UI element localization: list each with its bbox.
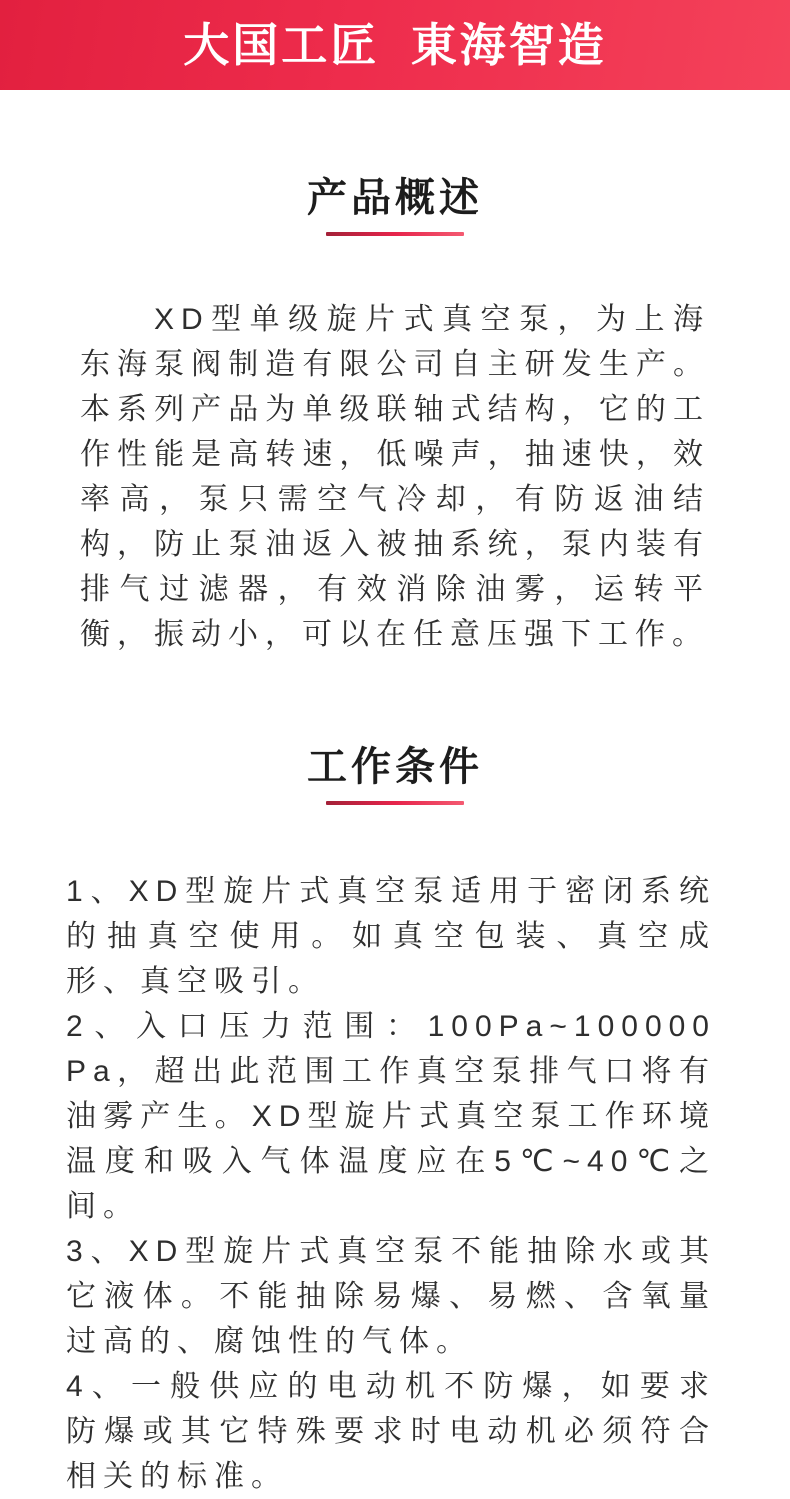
overview-paragraph: XD型单级旋片式真空泵，为上海东海泵阀制造有限公司自主研发生产。本系列产品为单级联轴式结构，它的工作性能是高转速，低噪声，抽速快，效率高，泵只需空气冷却，有防返油结构，防止泵油返入被抽系统，泵内装有排气过滤器，有效消除油雾，运转平衡，振动小，可以在任意压强下工作。 <box>80 303 710 651</box>
condition-list-item: 1、XD型旋片式真空泵适用于密闭系统的抽真空使用。如真空包装、真空成形、真空吸引。 <box>66 875 716 998</box>
overview-section-title: 产品概述 <box>307 176 483 220</box>
brand-banner <box>0 0 790 90</box>
working-conditions-section-title: 工作条件 <box>307 745 483 789</box>
condition-list-item: 2、入口压力范围：100Pa~100000 Pa，超出此范围工作真空泵排气口将有油雾产生。XD型旋片式真空泵工作环境温度和吸入气体温度应在5℃~40℃之间。 <box>66 1010 716 1223</box>
condition-list-item: 4、一般供应的电动机不防爆，如要求防爆或其它特殊要求时电动机必须符合相关的标准。 <box>66 1370 716 1493</box>
section-working-conditions <box>0 747 790 1499</box>
working-conditions-list <box>0 869 790 1499</box>
condition-list-item: 3、XD型旋片式真空泵不能抽除水或其它液体。不能抽除易爆、易燃、含氧量过高的、腐蚀性的气体。 <box>66 1235 716 1358</box>
overview-title-underline <box>326 232 464 236</box>
section-product-overview <box>0 178 790 657</box>
banner-title: 大国工匠 東海智造 <box>183 19 607 71</box>
working-conditions-title-underline <box>326 801 464 805</box>
